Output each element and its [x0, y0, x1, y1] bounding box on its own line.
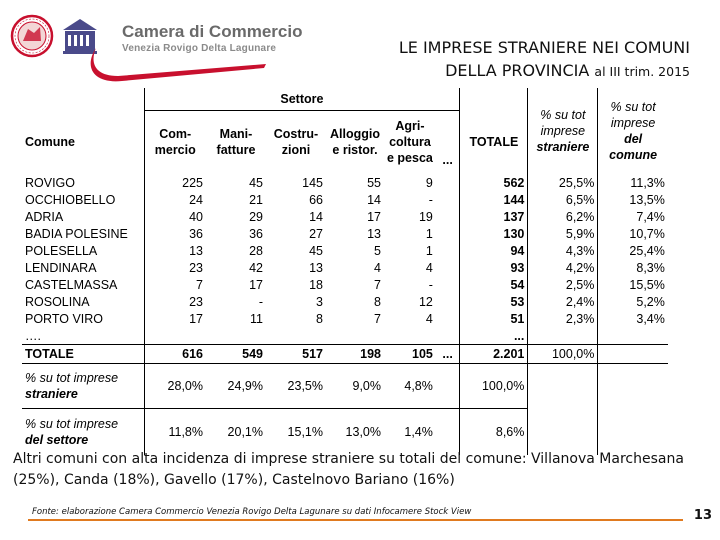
data-rows [22, 174, 668, 345]
note-text: Altri comuni con alta incidenza di imprese straniere su totali del comune: Villanova Marchesana (25%), Canda (18%), Gavello (17%), Castelnovo Bariano (16%) [13, 451, 684, 488]
commercio-cell [144, 327, 206, 345]
pct-str-cell: 25,5% [528, 174, 598, 191]
pct-com-h4: comune [609, 148, 658, 162]
pct-str-manifatture: 24,9% [206, 364, 266, 409]
pct-straniere-label-1: % su tot imprese [25, 371, 119, 385]
manifatture-cell: 36 [249, 226, 263, 241]
alloggio-cell: 4 [374, 260, 381, 275]
alloggio-header [326, 110, 384, 174]
pct-com-cell: 10,7% [629, 226, 665, 241]
source-text: Fonte: elaborazione Camera Commercio Venezia Rovigo Delta Lagunare su dati Infocamere Stock View [32, 507, 472, 517]
header-row-settore [22, 88, 668, 110]
manifatture-cell: 17 [249, 277, 263, 292]
manifatture-cell: 11 [250, 311, 263, 326]
chamber-seal-logo [10, 14, 54, 58]
altro-cell [436, 208, 460, 225]
totale-cell: 94 [460, 242, 528, 259]
agricoltura-cell: 4 [425, 311, 433, 326]
manifatture-cell: 28 [249, 243, 263, 258]
comune-cell: ADRIA [22, 208, 144, 225]
alloggio-cell: 55 [367, 175, 381, 190]
commercio-header [144, 110, 206, 174]
pct-straniere-label-2: straniere [25, 387, 78, 401]
manifatture-cell [206, 327, 266, 345]
pct-str-cell: 5,9% [528, 225, 598, 242]
totale-label: TOTALE [22, 345, 144, 364]
totale-cell: 51 [460, 310, 528, 327]
totale-cell: 137 [460, 208, 528, 225]
comune-cell: CASTELMASSA [22, 276, 144, 293]
costruzioni-cell: 18 [309, 277, 323, 292]
pct-stranieri-header [528, 88, 598, 174]
page-number: 13 [693, 508, 712, 523]
comune-cell: ROVIGO [22, 174, 144, 191]
manifatture-cell: 21 [249, 192, 263, 207]
settore-header: Settore [280, 91, 324, 106]
pct-str-cell: 6,2% [528, 208, 598, 225]
pct-com-cell: 3,4% [636, 311, 665, 326]
comune-cell: BADIA POLESINE [22, 225, 144, 242]
totale-costruzioni: 517 [266, 345, 326, 364]
table-row [22, 191, 668, 208]
pct-str-cell: 2,5% [528, 276, 598, 293]
pct-com-cell: 15,5% [629, 277, 665, 292]
pct-straniere-label [22, 364, 144, 409]
totale-cell: ... [460, 327, 528, 345]
altro-cell [436, 174, 460, 191]
altro-cell [436, 276, 460, 293]
pct-com-cell: 7,4% [636, 209, 665, 224]
costruzioni-cell: 45 [309, 243, 323, 258]
costruzioni-cell: 3 [316, 294, 323, 309]
pct-set-alloggio: 13,0% [345, 425, 381, 439]
totale-totale: 2.201 [460, 345, 528, 364]
footer-rule [28, 519, 683, 521]
pct-str-agricoltura: 4,8% [384, 364, 436, 409]
manifatture-cell: 42 [249, 260, 263, 275]
manifatture-cell: 45 [249, 175, 263, 190]
altro-cell [436, 225, 460, 242]
altro-cell [436, 327, 460, 345]
pct-str-cell: 4,3% [528, 242, 598, 259]
pct-com-cell: 8,3% [636, 260, 665, 275]
alloggio-h2: e ristor. [332, 143, 378, 158]
costruzioni-cell: 14 [309, 209, 323, 224]
pct-straniere-row [22, 364, 668, 409]
title-period: al III trim. 2015 [594, 64, 690, 79]
pct-str-h3: straniere [536, 140, 590, 154]
pct-com-cell: 11,3% [630, 175, 665, 190]
commercio-cell: 36 [189, 226, 203, 241]
commercio-cell: 24 [189, 192, 203, 207]
alloggio-cell: 17 [367, 209, 381, 224]
pct-comune-header [598, 88, 668, 174]
pct-str-costruzioni: 23,5% [266, 364, 326, 409]
costruzioni-cell [266, 327, 326, 345]
table-row [22, 225, 668, 242]
pct-str-cell: 4,2% [528, 259, 598, 276]
costruzioni-cell: 27 [309, 226, 323, 241]
agricoltura-header [384, 110, 436, 174]
pct-com-cell: 25,4% [629, 243, 665, 258]
altro-cell [436, 259, 460, 276]
comune-cell: …. [22, 327, 144, 345]
totale-cell: 562 [460, 174, 528, 191]
totale-cell: 130 [460, 225, 528, 242]
altro-header: ... [436, 110, 460, 174]
pct-settore-label-1: % su tot imprese [25, 417, 119, 431]
table-row [22, 276, 668, 293]
pct-str-cell [528, 327, 598, 345]
commercio-cell: 17 [189, 311, 203, 326]
table-row [22, 293, 668, 310]
pct-set-commercio: 11,8% [168, 425, 203, 439]
totale-alloggio: 198 [326, 345, 384, 364]
pct-set-agricoltura: 1,4% [404, 425, 433, 439]
table-row [22, 242, 668, 259]
pct-com-h1: % su tot [610, 100, 656, 114]
alloggio-cell: 5 [374, 243, 381, 258]
table-row [22, 259, 668, 276]
commercio-cell: 13 [189, 243, 203, 258]
page-title [270, 36, 690, 83]
manifatture-h1: Mani- [219, 127, 253, 142]
pct-set-costruzioni: 15,1% [287, 425, 323, 439]
commercio-cell: 23 [189, 260, 203, 275]
alloggio-cell [326, 327, 384, 345]
totale-pct-str: 100,0% [528, 345, 598, 364]
table-row [22, 327, 668, 345]
totale-cell: 53 [460, 293, 528, 310]
alloggio-cell: 8 [374, 294, 381, 309]
totale-cell: 54 [460, 276, 528, 293]
manifatture-h2: fatture [216, 143, 256, 158]
pct-str-alloggio: 9,0% [326, 364, 384, 409]
costruzioni-cell: 66 [309, 192, 323, 207]
title-line-2-main: DELLA PROVINCIA [445, 61, 590, 80]
comune-cell: ROSOLINA [22, 293, 144, 310]
totale-cell: 93 [460, 259, 528, 276]
totale-manifatture: 549 [206, 345, 266, 364]
altro-cell [436, 191, 460, 208]
altro-cell [436, 242, 460, 259]
manifatture-cell: - [258, 294, 263, 309]
pct-set-totale: 8,6% [460, 409, 528, 456]
alloggio-cell: 7 [374, 311, 381, 326]
pct-str-h1: % su tot [540, 108, 586, 122]
agricoltura-h2: coltura [389, 135, 431, 150]
manifatture-header [206, 110, 266, 174]
pct-com-h2: imprese [610, 116, 656, 130]
commercio-cell: 7 [196, 277, 203, 292]
comune-header: Comune [22, 110, 144, 174]
pct-com-h3: del [624, 132, 643, 146]
pct-str-totale: 100,0% [460, 364, 528, 409]
agricoltura-cell: 4 [425, 260, 433, 275]
pct-com-cell: 13,5% [629, 192, 665, 207]
agricoltura-h1: Agri- [395, 119, 425, 134]
agricoltura-cell: 1 [425, 243, 433, 258]
costruzioni-cell: 145 [302, 175, 323, 190]
commercio-h2: mercio [154, 143, 196, 158]
pct-str-cell: 2,3% [528, 310, 598, 327]
agricoltura-cell: 1 [425, 226, 433, 241]
commercio-cell: 40 [189, 209, 203, 224]
comune-cell: OCCHIOBELLO [22, 191, 144, 208]
totale-row [22, 345, 668, 364]
altro-cell [436, 293, 460, 310]
costruzioni-h1: Costru- [273, 127, 319, 142]
comune-cell: LENDINARA [22, 259, 144, 276]
table-row [22, 310, 668, 327]
commercio-cell: 225 [182, 175, 203, 190]
logo-swoosh [88, 44, 273, 84]
pct-com-cell: 5,2% [636, 294, 665, 309]
pct-str-h2: imprese [540, 124, 586, 138]
totale-commercio: 616 [144, 345, 206, 364]
totale-header: TOTALE [460, 110, 528, 174]
pct-settore-label-2: del settore [25, 433, 89, 447]
agricoltura-cell: - [428, 192, 433, 207]
logo-title: Camera di Commercio [122, 22, 303, 41]
agricoltura-cell: 19 [418, 209, 433, 224]
agricoltura-cell: - [428, 277, 433, 292]
agricoltura-cell: 12 [418, 294, 433, 309]
pct-com-cell [598, 327, 668, 345]
totale-agricoltura: 105 [384, 345, 436, 364]
costruzioni-header [266, 110, 326, 174]
totale-cell: 144 [460, 191, 528, 208]
pct-set-manifatture: 20,1% [227, 425, 263, 439]
title-line-2 [270, 59, 690, 83]
totale-altro: ... [436, 345, 460, 364]
alloggio-cell: 14 [367, 192, 381, 207]
comune-cell: PORTO VIRO [22, 310, 144, 327]
logo-subtitle: Venezia Rovigo Delta Lagunare [122, 43, 277, 54]
alloggio-h1: Alloggio [330, 127, 380, 142]
agricoltura-cell: 9 [425, 175, 433, 190]
manifatture-cell: 29 [249, 209, 263, 224]
costruzioni-h2: zioni [281, 143, 311, 158]
commercio-h1: Com- [159, 127, 192, 142]
table-row [22, 208, 668, 225]
alloggio-cell: 7 [374, 277, 381, 292]
imprese-straniere-table [22, 88, 668, 455]
alloggio-cell: 13 [367, 226, 381, 241]
pct-str-commercio: 28,0% [144, 364, 206, 409]
agricoltura-h3: e pesca [387, 151, 433, 166]
comune-cell: POLESELLA [22, 242, 144, 259]
costruzioni-cell: 13 [309, 260, 323, 275]
costruzioni-cell: 8 [316, 311, 323, 326]
agricoltura-cell [384, 327, 436, 345]
title-line-1: LE IMPRESE STRANIERE NEI COMUNI [398, 38, 690, 57]
pct-str-cell: 2,4% [528, 293, 598, 310]
altro-cell [436, 310, 460, 327]
pct-str-cell: 6,5% [528, 191, 598, 208]
table-row [22, 174, 668, 191]
commercio-cell: 23 [189, 294, 203, 309]
